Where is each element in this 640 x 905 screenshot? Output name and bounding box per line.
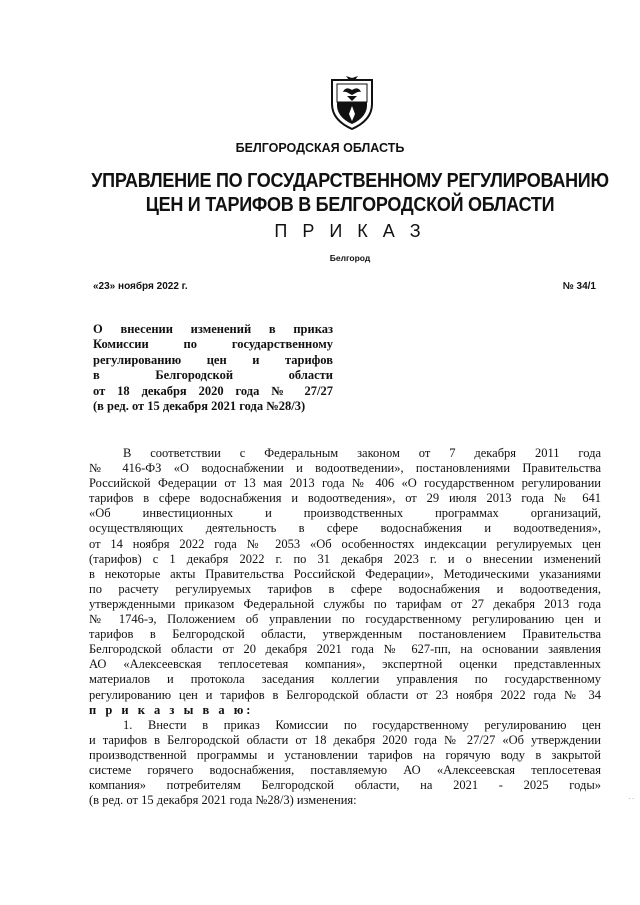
subject-line: от 18 декабря 2020 года № 27/27 [93,383,333,398]
body-line: АО «Алексеевская теплосетевая компания», экспертной оценки представленных [89,657,601,672]
order-date: «23» ноября 2022 г. [93,281,188,292]
item-line: компания» потребителям Белгородской области, на 2021 - 2025 годы» [89,778,601,793]
scan-artifact: · · [628,796,634,803]
item-line: системе горячего водоснабжения, поставляемую АО «Алексеевская теплосетевая [89,762,601,777]
decree-word: п р и к а з ы в а ю: [89,702,254,717]
body-line: «Об инвестиционных и производственных программах организаций, [89,506,601,521]
body-line: от 14 ноября 2022 года № 2053 «Об особенностях индексации регулируемых цен [89,536,601,551]
subject-line: (в ред. от 15 декабря 2021 года №28/3) [93,399,306,414]
body-line: № 1746-э, Положением об управлении по государственному регулированию цен и [89,612,601,627]
body-line: тарифов в Белгородской области, утвержденным постановлением Правительства [89,627,601,642]
subject-line: Комиссии по государственному [93,337,333,352]
body-line: материалов и протокола заседания коллегии управления по государственному [89,672,601,687]
body-line: № 416-ФЗ «О водоснабжении и водоотведении», постановлениями Правительства [89,461,601,476]
item-line: (в ред. от 15 декабря 2021 года №28/3) изменения: [89,793,357,808]
order-body [89,446,601,808]
subject-line: О внесении изменений в приказ [93,322,333,336]
body-line: в некоторые акты Правительства Российской Федерации», Методическими указаниями [89,566,601,581]
body-line: тарифов в сфере водоснабжения и водоотведения», от 29 июля 2013 года № 641 [89,491,601,506]
order-number: № 34/1 [562,281,596,292]
subject-line: в Белгородской области [93,368,333,383]
document-type: П Р И К А З [274,221,426,241]
city-name: Белгород [329,253,371,263]
region-title: БЕЛГОРОДСКАЯ ОБЛАСТЬ [235,141,405,155]
coat-of-arms-icon [329,74,375,130]
body-line: Российской Федерации от 13 мая 2013 года № 406 «О государственном регулировании [89,476,601,491]
body-line: утвержденными приказом Федеральной службы по тарифам от 27 декабря 2013 года [89,596,601,611]
item-line: 1. Внести в приказ Комиссии по государственному регулированию цен [123,717,601,732]
body-line: регулированию цен и тарифов в Белгородской области от 23 ноября 2022 года № 34 [89,687,601,702]
item-line: и тарифов в Белгородской области от 18 декабря 2020 года № 27/27 «Об утверждении [89,732,601,747]
body-line: осуществляющих деятельность в сфере водоснабжения и водоотведения», [89,521,601,536]
body-line: В соответствии с Федеральным законом от 7 декабря 2011 года [123,446,601,460]
item-line: производственной программы и установлении тарифов на горячую воду в закрытой [89,747,601,762]
body-line: (тарифов) с 1 декабря 2022 г. по 31 декабря 2023 г. и о внесении изменений [89,551,601,566]
order-subject [93,322,333,414]
subject-line: регулированию цен и тарифов [93,352,333,367]
body-line: Белгородской области от 20 декабря 2021 года № 627-пп, на основании заявления [89,642,601,657]
body-line: по расчету регулируемых тарифов в сфере водоснабжения и водоотведения, [89,581,601,596]
department-title-line-2: ЦЕН И ТАРИФОВ В БЕЛГОРОДСКОЙ ОБЛАСТИ [145,194,555,216]
department-title-line-1: УПРАВЛЕНИЕ ПО ГОСУДАРСТВЕННОМУ РЕГУЛИРОВАНИЮ [91,170,609,192]
